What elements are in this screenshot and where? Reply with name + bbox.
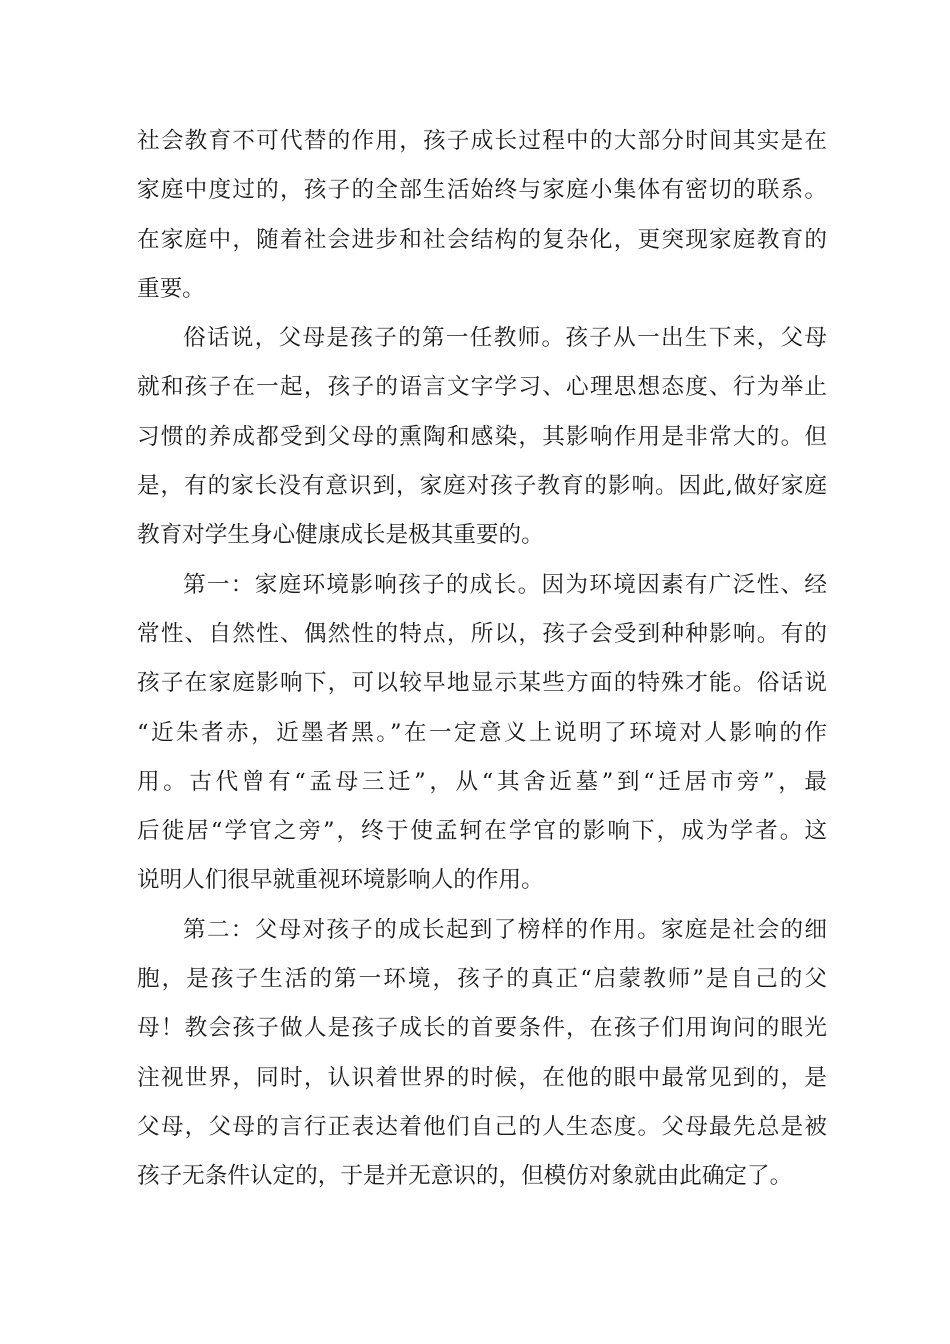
text-line: 家庭中度过的，孩子的全部生活始终与家庭小集体有密切的联系。 <box>137 177 827 204</box>
text-line: 社会教育不可代替的作用，孩子成长过程中的大部分时间其实是在 <box>137 128 827 154</box>
text-line: 父母，父母的言行正表达着他们自己的人生态度。父母最先总是被 <box>137 1113 827 1140</box>
paragraph-4 <box>137 906 827 1202</box>
text-line: 孩子在家庭影响下，可以较早地显示某些方面的特殊才能。俗话说 <box>137 670 827 697</box>
paragraph-2 <box>137 314 827 560</box>
body-text <box>137 117 827 1202</box>
text-line: 是，有的家长没有意识到，家庭对孩子教育的影响。因此,做好家庭 <box>137 473 827 500</box>
text-line: 习惯的养成都受到父母的熏陶和感染，其影响作用是非常大的。但 <box>137 423 827 450</box>
text-line: 用。古代曾有“孟母三迁”，从“其舍近墓”到“迁居市旁”，最 <box>137 768 827 795</box>
text-line: 重要。 <box>137 275 205 302</box>
text-line: 胞，是孩子生活的第一环境，孩子的真正“启蒙教师”是自己的父 <box>137 966 827 993</box>
text-line: “近朱者赤，近墨者黑。”在一定意义上说明了环境对人影响的作 <box>137 719 827 746</box>
text-line: 注视世界，同时，认识着世界的时候，在他的眼中最常见到的，是 <box>137 1064 827 1091</box>
text-line: 母！教会孩子做人是孩子成长的首要条件，在孩子们用询问的眼光 <box>137 1015 827 1042</box>
paragraph-3 <box>137 561 827 906</box>
text-line: 在家庭中，随着社会进步和社会结构的复杂化，更突现家庭教育的 <box>137 226 827 253</box>
text-line: 第二：父母对孩子的成长起到了榜样的作用。家庭是社会的细 <box>183 916 827 943</box>
text-line: 第一：家庭环境影响孩子的成长。因为环境因素有广泛性、经 <box>183 571 827 598</box>
paragraph-1 <box>137 117 827 314</box>
text-line: 说明人们很早就重视环境影响人的作用。 <box>137 867 544 894</box>
text-line: 后徙居“学官之旁”，终于使孟轲在学官的影响下，成为学者。这 <box>137 818 827 845</box>
text-line: 常性、自然性、偶然性的特点，所以，孩子会受到种种影响。有的 <box>137 620 827 647</box>
text-line: 教育对学生身心健康成长是极其重要的。 <box>137 522 544 549</box>
text-line: 俗话说，父母是孩子的第一任教师。孩子从一出生下来，父母 <box>183 325 827 352</box>
text-line: 孩子无条件认定的，于是并无意识的，但模仿对象就由此确定了。 <box>137 1163 793 1190</box>
text-line: 就和孩子在一起，孩子的语言文字学习、心理思想态度、行为举止 <box>137 374 827 401</box>
